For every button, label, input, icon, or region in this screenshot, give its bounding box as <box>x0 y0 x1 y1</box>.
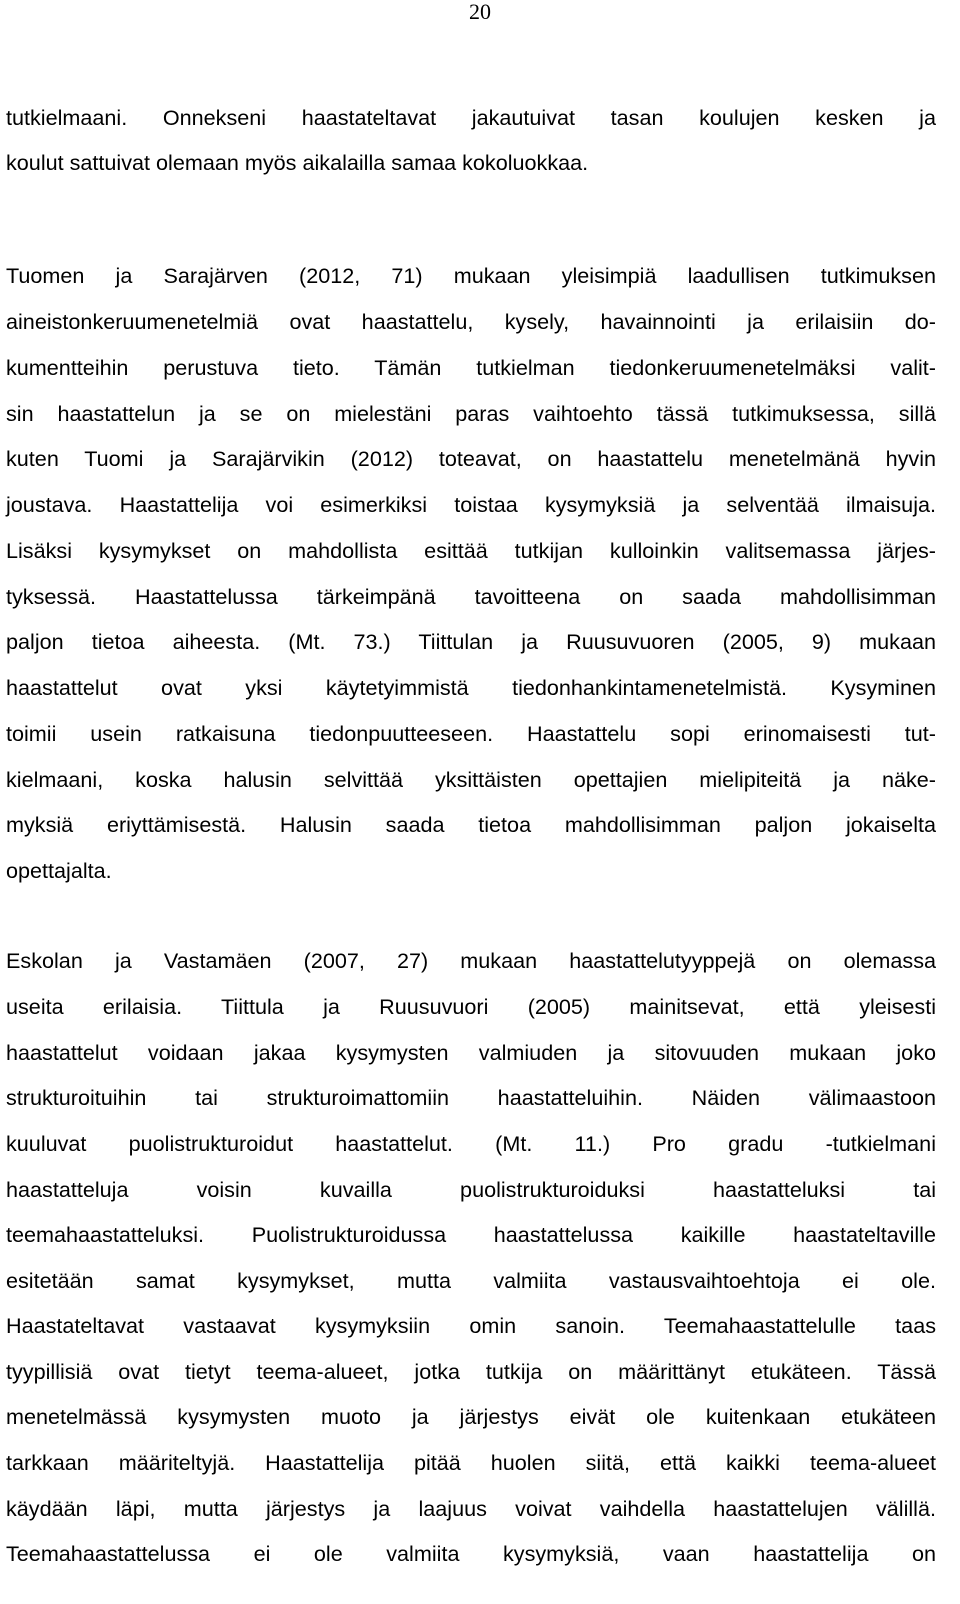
paragraph-2-line-6: joustava. Haastattelija voi esimerkiksi toistaa kysymyksiä ja selventää ilmaisuja. <box>6 492 936 517</box>
paragraph-3-line-4: strukturoituihin tai strukturoimattomiin haastatteluihin. Näiden välimaastoon <box>6 1085 936 1110</box>
paragraph-2-line-7: Lisäksi kysymykset on mahdollista esittää tutkijan kulloinkin valitsemassa järjes- <box>6 538 936 563</box>
paragraph-2-line-12: kielmaani, koska halusin selvittää yksittäisten opettajien mielipiteitä ja näke- <box>6 767 936 792</box>
paragraph-2-line-9: paljon tietoa aiheesta. (Mt. 73.) Tiittulan ja Ruusuvuoren (2005, 9) mukaan <box>6 629 936 654</box>
paragraph-2-line-5: kuten Tuomi ja Sarajärvikin (2012) toteavat, on haastattelu menetelmänä hyvin <box>6 446 936 471</box>
paragraph-3-line-1: Eskolan ja Vastamäen (2007, 27) mukaan haastattelutyyppejä on olemassa <box>6 948 936 973</box>
paragraph-3-line-3: haastattelut voidaan jakaa kysymysten valmiuden ja sitovuuden mukaan joko <box>6 1040 936 1065</box>
page-number: 20 <box>469 0 491 24</box>
paragraph-3-line-11: menetelmässä kysymysten muoto ja järjestys eivät ole kuitenkaan etukäteen <box>6 1404 936 1429</box>
paragraph-3-line-5: kuuluvat puolistrukturoidut haastattelut. (Mt. 11.) Pro gradu -tutkielmani <box>6 1131 936 1156</box>
paragraph-3-line-12: tarkkaan määriteltyjä. Haastattelija pitää huolen siitä, että kaikki teema-alueet <box>6 1450 936 1475</box>
paragraph-2-line-13: myksiä eriyttämisestä. Halusin saada tietoa mahdollisimman paljon jokaiselta <box>6 812 936 837</box>
paragraph-2-line-11: toimii usein ratkaisuna tiedonpuutteeseen. Haastattelu sopi erinomaisesti tut- <box>6 721 936 746</box>
paragraph-2-line-14: opettajalta. <box>6 858 112 883</box>
paragraph-2-line-8: tyksessä. Haastattelussa tärkeimpänä tavoitteena on saada mahdollisimman <box>6 584 936 609</box>
paragraph-3-line-2: useita erilaisia. Tiittula ja Ruusuvuori (2005) mainitsevat, että yleisesti <box>6 994 936 1019</box>
paragraph-3-line-6: haastatteluja voisin kuvailla puolistrukturoiduksi haastatteluksi tai <box>6 1177 936 1202</box>
paragraph-2-line-3: kumentteihin perustuva tieto. Tämän tutkielman tiedonkeruumenetelmäksi valit- <box>6 355 936 380</box>
paragraph-1-line-1: tutkielmaani. Onnekseni haastateltavat jakautuivat tasan koulujen kesken ja <box>6 105 936 130</box>
paragraph-3-line-9: Haastateltavat vastaavat kysymyksiin omin sanoin. Teemahaastattelulle taas <box>6 1313 936 1338</box>
paragraph-3-line-7: teemahaastatteluksi. Puolistrukturoidussa haastattelussa kaikille haastateltaville <box>6 1222 936 1247</box>
paragraph-3-line-10: tyypillisiä ovat tietyt teema-alueet, jotka tutkija on määrittänyt etukäteen. Tässä <box>6 1359 936 1384</box>
paragraph-3-line-14: Teemahaastattelussa ei ole valmiita kysymyksiä, vaan haastattelija on <box>6 1541 936 1566</box>
paragraph-2-line-2: aineistonkeruumenetelmiä ovat haastattelu, kysely, havainnointi ja erilaisiin do- <box>6 309 936 334</box>
paragraph-1-line-2: koulut sattuivat olemaan myös aikalailla samaa kokoluokkaa. <box>6 150 589 175</box>
paragraph-3-line-13: käydään läpi, mutta järjestys ja laajuus voivat vaihdella haastattelujen välillä. <box>6 1496 936 1521</box>
paragraph-2-line-4: sin haastattelun ja se on mielestäni paras vaihtoehto tässä tutkimuksessa, sillä <box>6 401 936 426</box>
paragraph-2-line-1: Tuomen ja Sarajärven (2012, 71) mukaan yleisimpiä laadullisen tutkimuksen <box>6 263 936 288</box>
paragraph-2-line-10: haastattelut ovat yksi käytetyimmistä tiedonhankintamenetelmistä. Kysyminen <box>6 675 936 700</box>
paragraph-3-line-8: esitetään samat kysymykset, mutta valmiita vastausvaihtoehtoja ei ole. <box>6 1268 936 1293</box>
